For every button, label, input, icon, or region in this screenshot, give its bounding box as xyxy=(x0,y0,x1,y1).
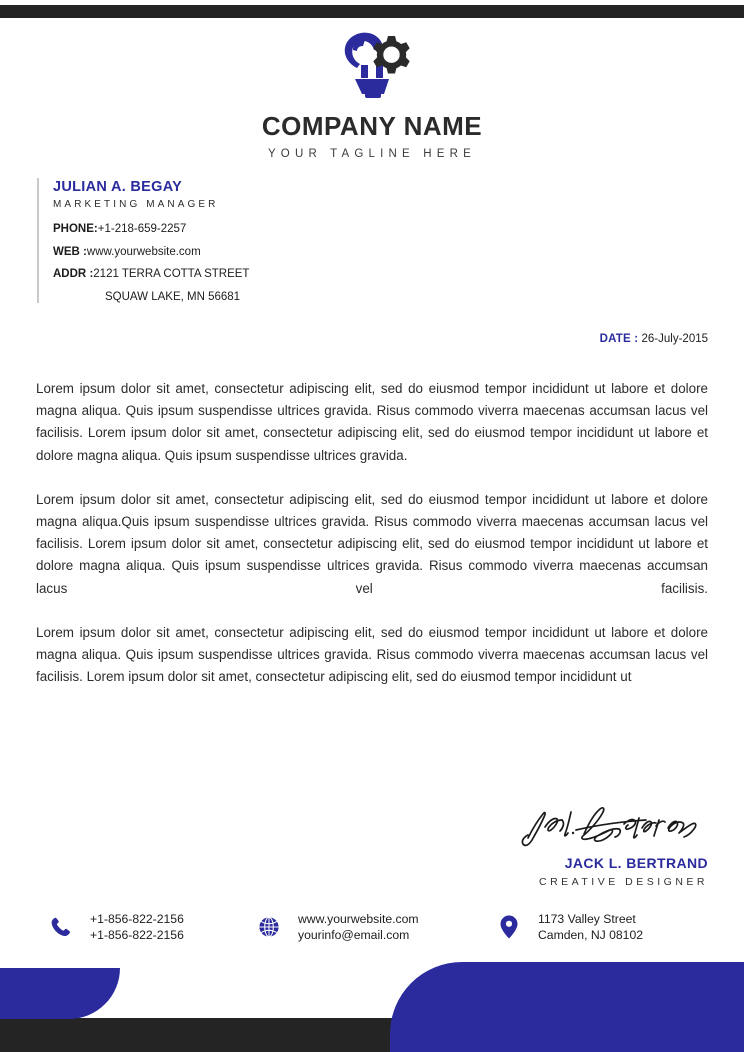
footer-web-line2: yourinfo@email.com xyxy=(298,928,410,942)
footer-web-text xyxy=(298,911,419,944)
sender-address-line2: SQUAW LAKE, MN 56681 xyxy=(105,290,241,303)
sender-role: MARKETING MANAGER xyxy=(53,199,219,211)
handwritten-signature-icon xyxy=(518,800,708,850)
footer-address-line1: 1173 Valley Street xyxy=(538,911,636,926)
phone-icon xyxy=(46,910,76,944)
footer-contact-web xyxy=(254,910,494,944)
lightbulb-gear-icon xyxy=(327,28,417,100)
footer-web-line1: www.yourwebsite.com xyxy=(298,911,419,926)
sender-contact-list xyxy=(53,224,377,303)
sender-web-separator: : xyxy=(83,245,87,258)
location-pin-icon xyxy=(494,910,524,944)
date-label: DATE : xyxy=(599,333,639,345)
signatory-name: JACK L. BERTRAND xyxy=(564,855,708,871)
footer-contact-phone xyxy=(46,910,254,944)
sender-web-row xyxy=(53,247,377,259)
signature-block xyxy=(408,798,708,889)
globe-icon xyxy=(254,910,284,944)
letter-body xyxy=(36,378,708,688)
phone-icon-glyph xyxy=(49,915,73,939)
company-name: COMPANY NAME xyxy=(261,111,483,141)
body-paragraph-2: Lorem ipsum dolor sit amet, consectetur adipiscing elit, sed do eiusmod tempor incididunt ut labore et dolore magna aliqua.Quis ipsum suspendisse ultrices gravida. Risus commodo viverra maecenas accumsan lacus vel facilisis. Lorem ipsum dolor sit amet, consectetur adipiscing elit, sed do eiusmod tempor incididunt ut labore et dolore magna aliqua. Quis ipsum suspendisse ultrices gravida. Risus commodo viverra maecenas accumsan lacus vel facilisis. xyxy=(36,491,708,596)
footer-contact-row xyxy=(46,910,714,944)
sender-phone-value: +1-218-659-2257 xyxy=(97,223,187,236)
sender-phone-label: PHONE xyxy=(53,223,94,236)
sender-phone-separator: : xyxy=(93,223,98,236)
brand-header xyxy=(0,28,744,161)
footer-phone-line1: +1-856-822-2156 xyxy=(90,911,184,926)
bottom-left-blue-shape xyxy=(0,968,120,1019)
sender-address-row xyxy=(53,269,377,281)
sender-web-value: www.yourwebsite.com xyxy=(86,245,201,258)
date-value: 26-July-2015 xyxy=(641,333,708,345)
signature-script xyxy=(408,798,708,850)
sender-address-separator: : xyxy=(89,268,94,281)
sender-info-block xyxy=(37,178,377,303)
footer-address-line2: Camden, NJ 08102 xyxy=(538,928,644,942)
footer-address-text xyxy=(538,911,643,944)
top-dark-bar xyxy=(0,5,744,18)
body-paragraph-1: Lorem ipsum dolor sit amet, consectetur adipiscing elit, sed do eiusmod tempor incididunt ut labore et dolore magna aliqua. Quis ipsum suspendisse ultrices gravida. Risus commodo viverra maecenas accumsan lacus vel facilisis. Lorem ipsum dolor sit amet, consectetur adipiscing elit, sed do eiusmod tempor incididunt ut labore et dolore magna aliqua. Quis ipsum suspendisse ultrices gravida. xyxy=(36,381,708,463)
sender-address-label: ADDR xyxy=(53,268,87,281)
footer-phone-text xyxy=(90,911,184,944)
sender-address-value: 2121 TERRA COTTA STREET xyxy=(93,268,250,281)
sender-web-label: WEB xyxy=(53,245,80,258)
location-pin-icon-glyph xyxy=(497,914,521,940)
sender-phone-row xyxy=(53,224,377,236)
date-line xyxy=(600,333,708,345)
footer-contact-address xyxy=(494,910,714,944)
sender-name: JULIAN A. BEGAY xyxy=(53,179,183,195)
footer-phone-line2: +1-856-822-2156 xyxy=(90,928,184,942)
signatory-role: CREATIVE DESIGNER xyxy=(539,876,708,889)
body-paragraph-3: Lorem ipsum dolor sit amet, consectetur adipiscing elit, sed do eiusmod tempor incididunt ut labore et dolore magna aliqua. Quis ipsum suspendisse ultrices gravida. Risus commodo viverra maecenas accumsan lacus vel facilisis. Lorem ipsum dolor sit amet, consectetur adipiscing elit, sed do eiusmod tempor incididunt ut xyxy=(36,624,708,685)
company-tagline: YOUR TAGLINE HERE xyxy=(267,148,477,160)
globe-icon-glyph xyxy=(257,915,281,939)
bottom-right-blue-shape xyxy=(390,962,744,1052)
